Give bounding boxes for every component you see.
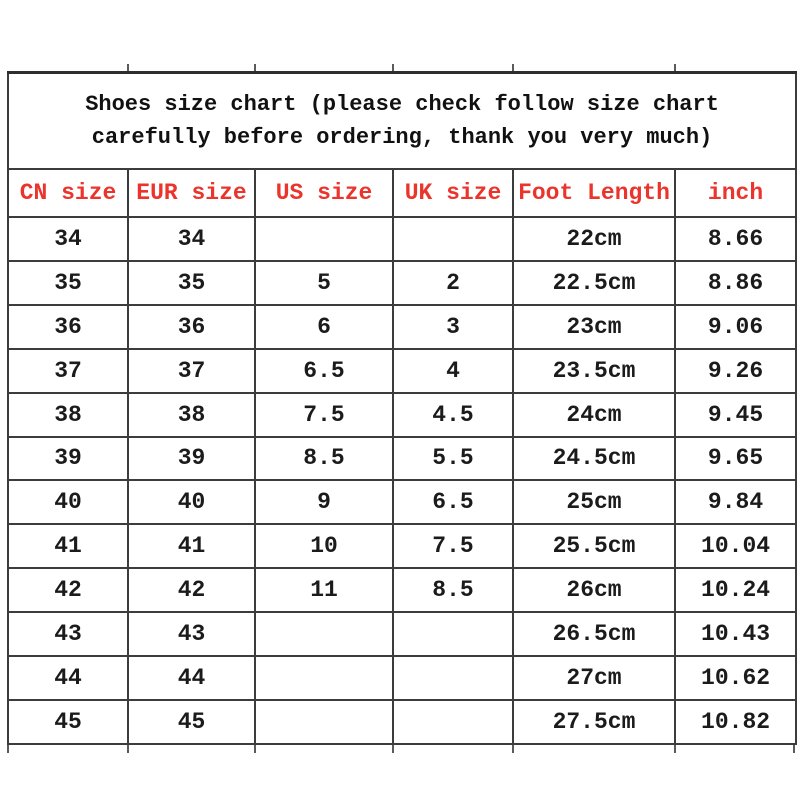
- header-cell-uk-size: UK size: [393, 169, 513, 217]
- table-cell: 5: [255, 261, 393, 305]
- table-row: [8, 656, 796, 700]
- table-cell: 9.06: [675, 305, 796, 349]
- crop-tick: [512, 745, 514, 753]
- header-cell-us-size: US size: [255, 169, 393, 217]
- table-cell: 9: [255, 480, 393, 524]
- table-cell: [393, 656, 513, 700]
- table-cell: 35: [128, 261, 255, 305]
- table-cell: 39: [128, 437, 255, 481]
- size-table: [7, 71, 797, 745]
- table-cell: 9.65: [675, 437, 796, 481]
- table-row: [8, 437, 796, 481]
- table-cell: 7.5: [393, 524, 513, 568]
- table-cell: 34: [128, 217, 255, 261]
- table-row: [8, 524, 796, 568]
- table-cell: 8.66: [675, 217, 796, 261]
- crop-tick: [254, 745, 256, 753]
- title-row: [8, 73, 796, 170]
- table-cell: 6.5: [255, 349, 393, 393]
- table-cell: 36: [8, 305, 128, 349]
- crop-tick: [127, 745, 129, 753]
- crop-tick: [512, 64, 514, 71]
- table-cell: 38: [128, 393, 255, 437]
- table-cell: 11: [255, 568, 393, 612]
- table-cell: 9.84: [675, 480, 796, 524]
- table-cell: [393, 217, 513, 261]
- table-cell: 36: [128, 305, 255, 349]
- table-cell: 43: [8, 612, 128, 656]
- table-cell: 43: [128, 612, 255, 656]
- table-row: [8, 480, 796, 524]
- table-cell: 8.5: [393, 568, 513, 612]
- table-cell: 5.5: [393, 437, 513, 481]
- table-cell: 34: [8, 217, 128, 261]
- table-cell: [255, 700, 393, 744]
- table-cell: 40: [8, 480, 128, 524]
- table-cell: 6: [255, 305, 393, 349]
- table-row: [8, 349, 796, 393]
- table-cell: 42: [8, 568, 128, 612]
- table-cell: 42: [128, 568, 255, 612]
- table-cell: [393, 700, 513, 744]
- table-cell: 26.5cm: [513, 612, 675, 656]
- table-cell: 22cm: [513, 217, 675, 261]
- table-cell: 23.5cm: [513, 349, 675, 393]
- table-cell: 26cm: [513, 568, 675, 612]
- table-cell: 22.5cm: [513, 261, 675, 305]
- crop-tick: [793, 745, 795, 753]
- table-cell: 9.26: [675, 349, 796, 393]
- table-row: [8, 305, 796, 349]
- table-cell: 4: [393, 349, 513, 393]
- table-cell: 10.24: [675, 568, 796, 612]
- table-cell: 6.5: [393, 480, 513, 524]
- crop-tick: [7, 745, 9, 753]
- table-cell: 45: [8, 700, 128, 744]
- header-cell-foot-length: Foot Length: [513, 169, 675, 217]
- table-cell: 27.5cm: [513, 700, 675, 744]
- table-cell: 27cm: [513, 656, 675, 700]
- table-cell: 38: [8, 393, 128, 437]
- page-title: [8, 73, 796, 170]
- header-cell-cn-size: CN size: [8, 169, 128, 217]
- table-cell: 24.5cm: [513, 437, 675, 481]
- page-title-line-2: carefully before ordering, thank you very much): [91, 125, 713, 150]
- table-cell: 10.04: [675, 524, 796, 568]
- table-cell: 24cm: [513, 393, 675, 437]
- table-cell: 39: [8, 437, 128, 481]
- table-cell: 44: [128, 656, 255, 700]
- table-cell: 25cm: [513, 480, 675, 524]
- crop-tick: [392, 745, 394, 753]
- table-cell: 37: [128, 349, 255, 393]
- table-row: [8, 612, 796, 656]
- header-cell-eur-size: EUR size: [128, 169, 255, 217]
- table-body: [8, 217, 796, 744]
- table-cell: 23cm: [513, 305, 675, 349]
- crop-tick: [674, 745, 676, 753]
- header-row: [8, 169, 796, 217]
- table-cell: 41: [128, 524, 255, 568]
- table-cell: 10.43: [675, 612, 796, 656]
- table-cell: 8.86: [675, 261, 796, 305]
- table-row: [8, 393, 796, 437]
- table-row: [8, 568, 796, 612]
- table-cell: 10: [255, 524, 393, 568]
- table-row: [8, 217, 796, 261]
- crop-tick: [674, 64, 676, 71]
- table-cell: 25.5cm: [513, 524, 675, 568]
- table-row: [8, 261, 796, 305]
- table-cell: 9.45: [675, 393, 796, 437]
- table-cell: 4.5: [393, 393, 513, 437]
- table-cell: [255, 217, 393, 261]
- table-cell: 2: [393, 261, 513, 305]
- table-cell: 3: [393, 305, 513, 349]
- table-cell: 10.82: [675, 700, 796, 744]
- header-cell-inch: inch: [675, 169, 796, 217]
- table-cell: [255, 612, 393, 656]
- table-row: [8, 700, 796, 744]
- crop-tick: [127, 64, 129, 71]
- table-cell: [393, 612, 513, 656]
- table-cell: 41: [8, 524, 128, 568]
- table-cell: 37: [8, 349, 128, 393]
- table-cell: 35: [8, 261, 128, 305]
- table-cell: 45: [128, 700, 255, 744]
- table-cell: [255, 656, 393, 700]
- table-cell: 7.5: [255, 393, 393, 437]
- table-cell: 10.62: [675, 656, 796, 700]
- table-cell: 44: [8, 656, 128, 700]
- table-cell: 40: [128, 480, 255, 524]
- crop-tick: [392, 64, 394, 71]
- table-cell: 8.5: [255, 437, 393, 481]
- crop-tick: [254, 64, 256, 71]
- page-title-line-1: Shoes size chart (please check follow size chart: [85, 92, 719, 117]
